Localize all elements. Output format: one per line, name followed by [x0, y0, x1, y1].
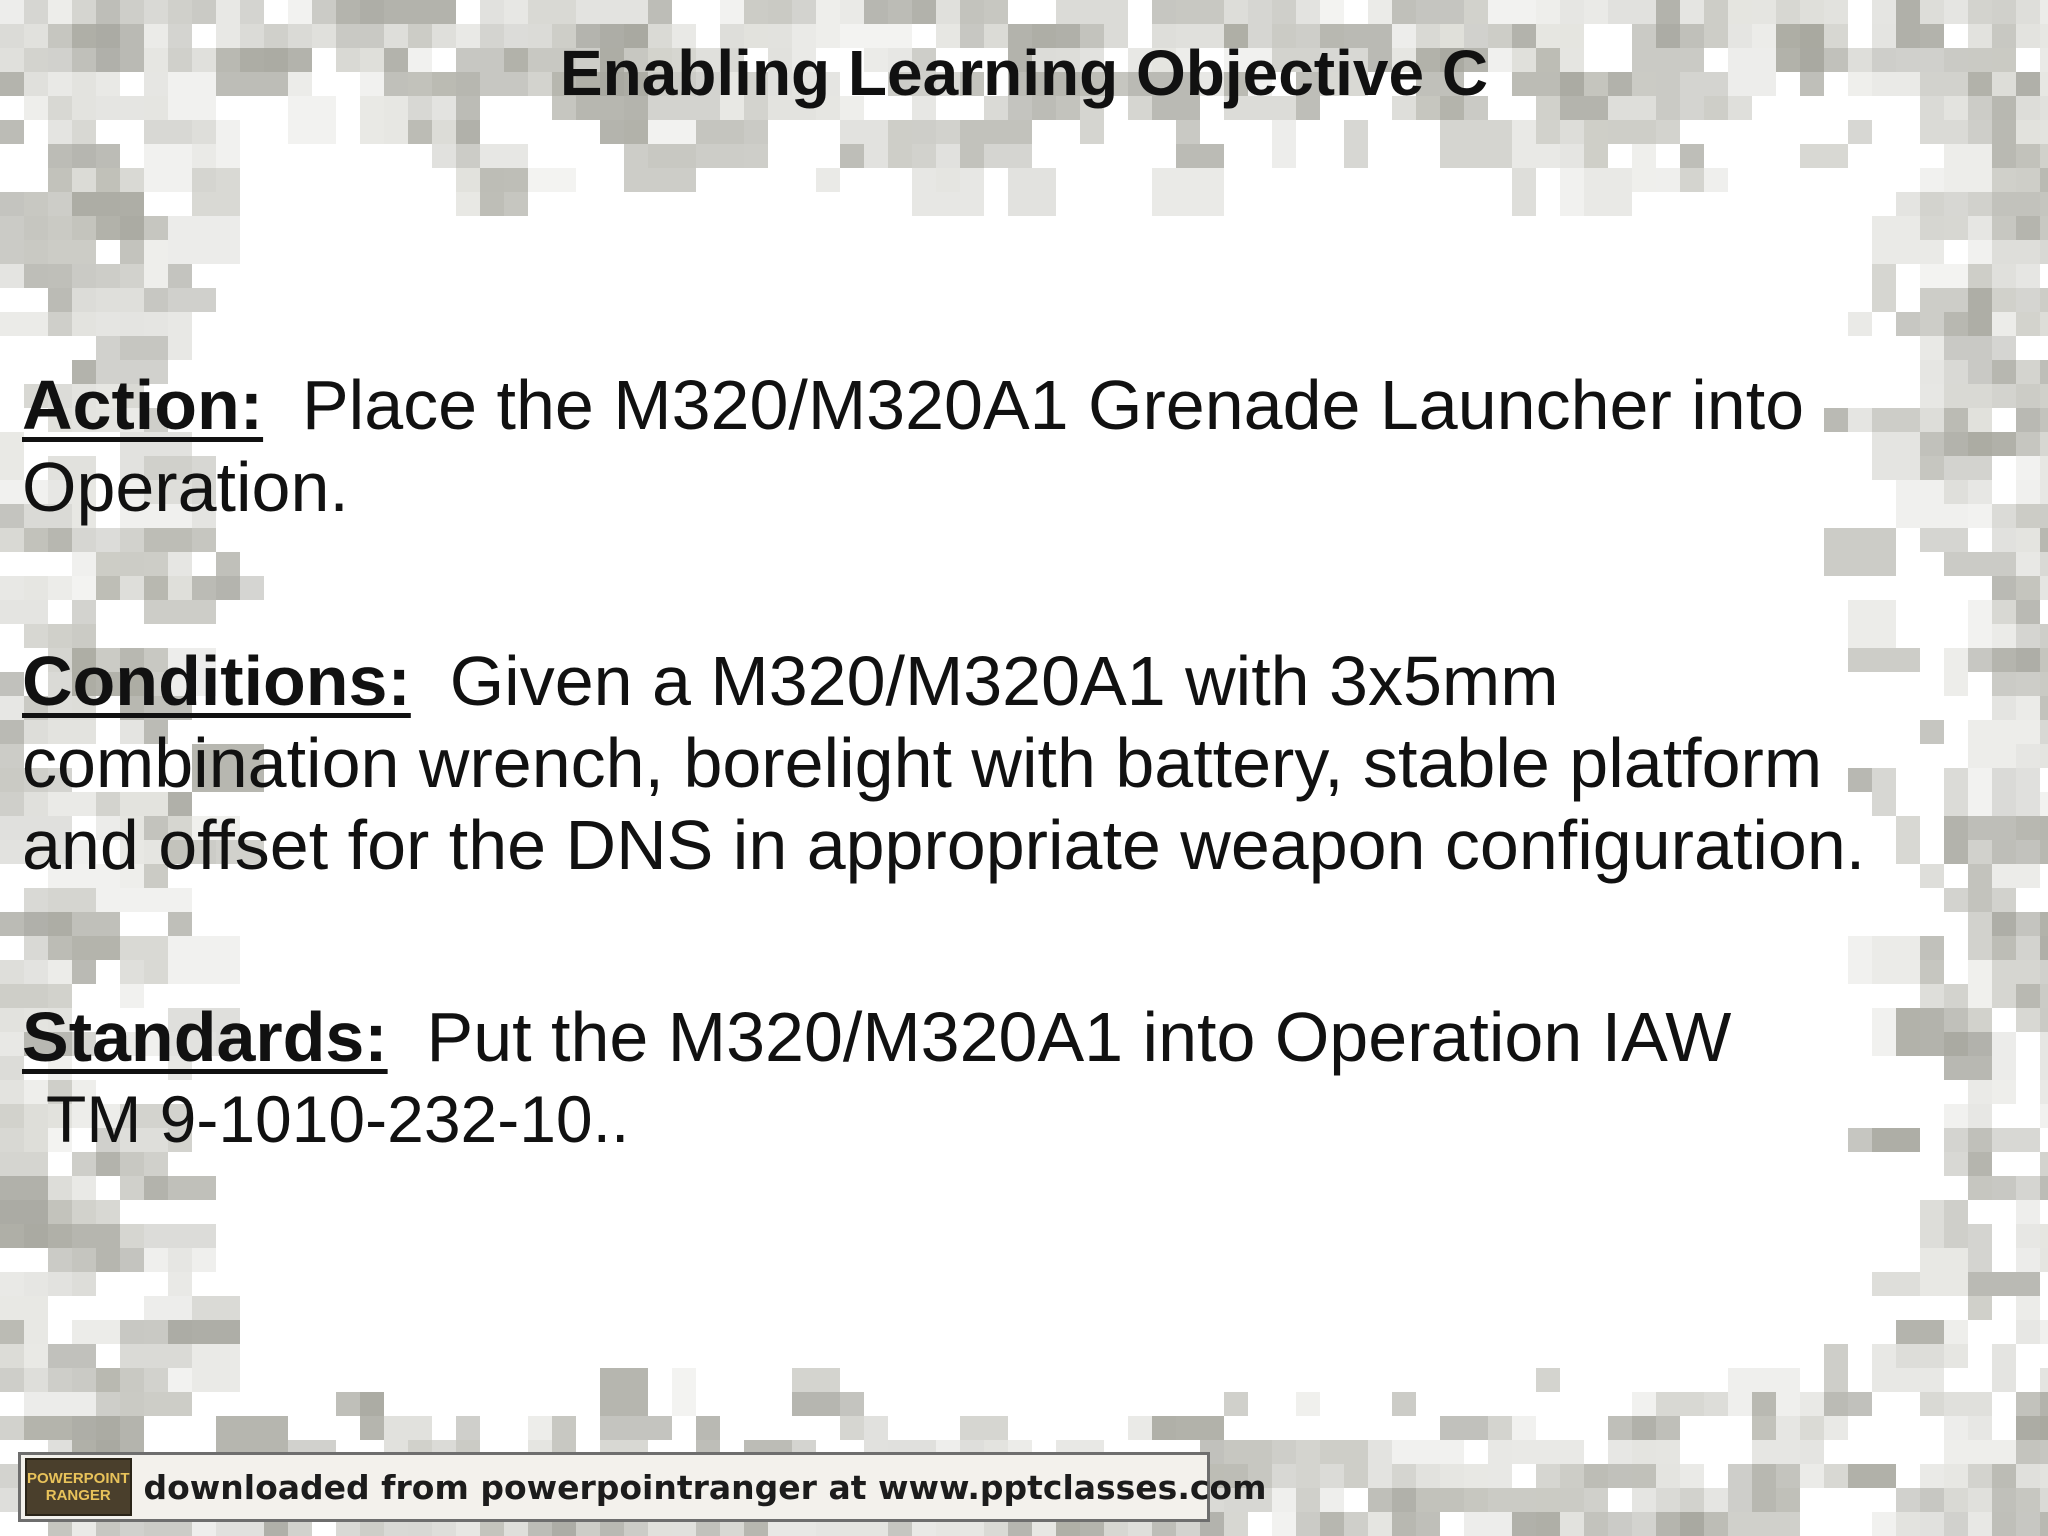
standards-text-line-1: Put the M320/M320A1 into Operation IAW [426, 998, 1732, 1076]
action-label: Action: [22, 366, 264, 444]
standards-reference: TM 9-1010-232-10.. [46, 1082, 630, 1156]
download-banner-text: downloaded from powerpointranger at www.pptclasses.com [143, 1467, 1267, 1507]
conditions-text-line-1: Given a M320/M320A1 with 3x5mm [449, 642, 1559, 720]
action-text-line-2: Operation. [22, 448, 349, 526]
action-block [22, 364, 2012, 528]
conditions-block [22, 640, 2012, 886]
standards-label: Standards: [22, 998, 388, 1076]
action-text-line-1: Place the M320/M320A1 Grenade Launcher into [301, 366, 1805, 444]
conditions-label: Conditions: [22, 642, 411, 720]
download-banner[interactable] [18, 1452, 1267, 1522]
conditions-text-line-3: and offset for the DNS in appropriate weapon configuration. [22, 806, 1866, 884]
slide-title: Enabling Learning Objective C [559, 37, 1489, 109]
standards-block [22, 996, 2012, 1160]
conditions-text-line-2: combination wrench, borelight with battery, stable platform [22, 724, 1823, 802]
powerpoint-ranger-logo: POWERPOINT RANGER [25, 1458, 132, 1516]
